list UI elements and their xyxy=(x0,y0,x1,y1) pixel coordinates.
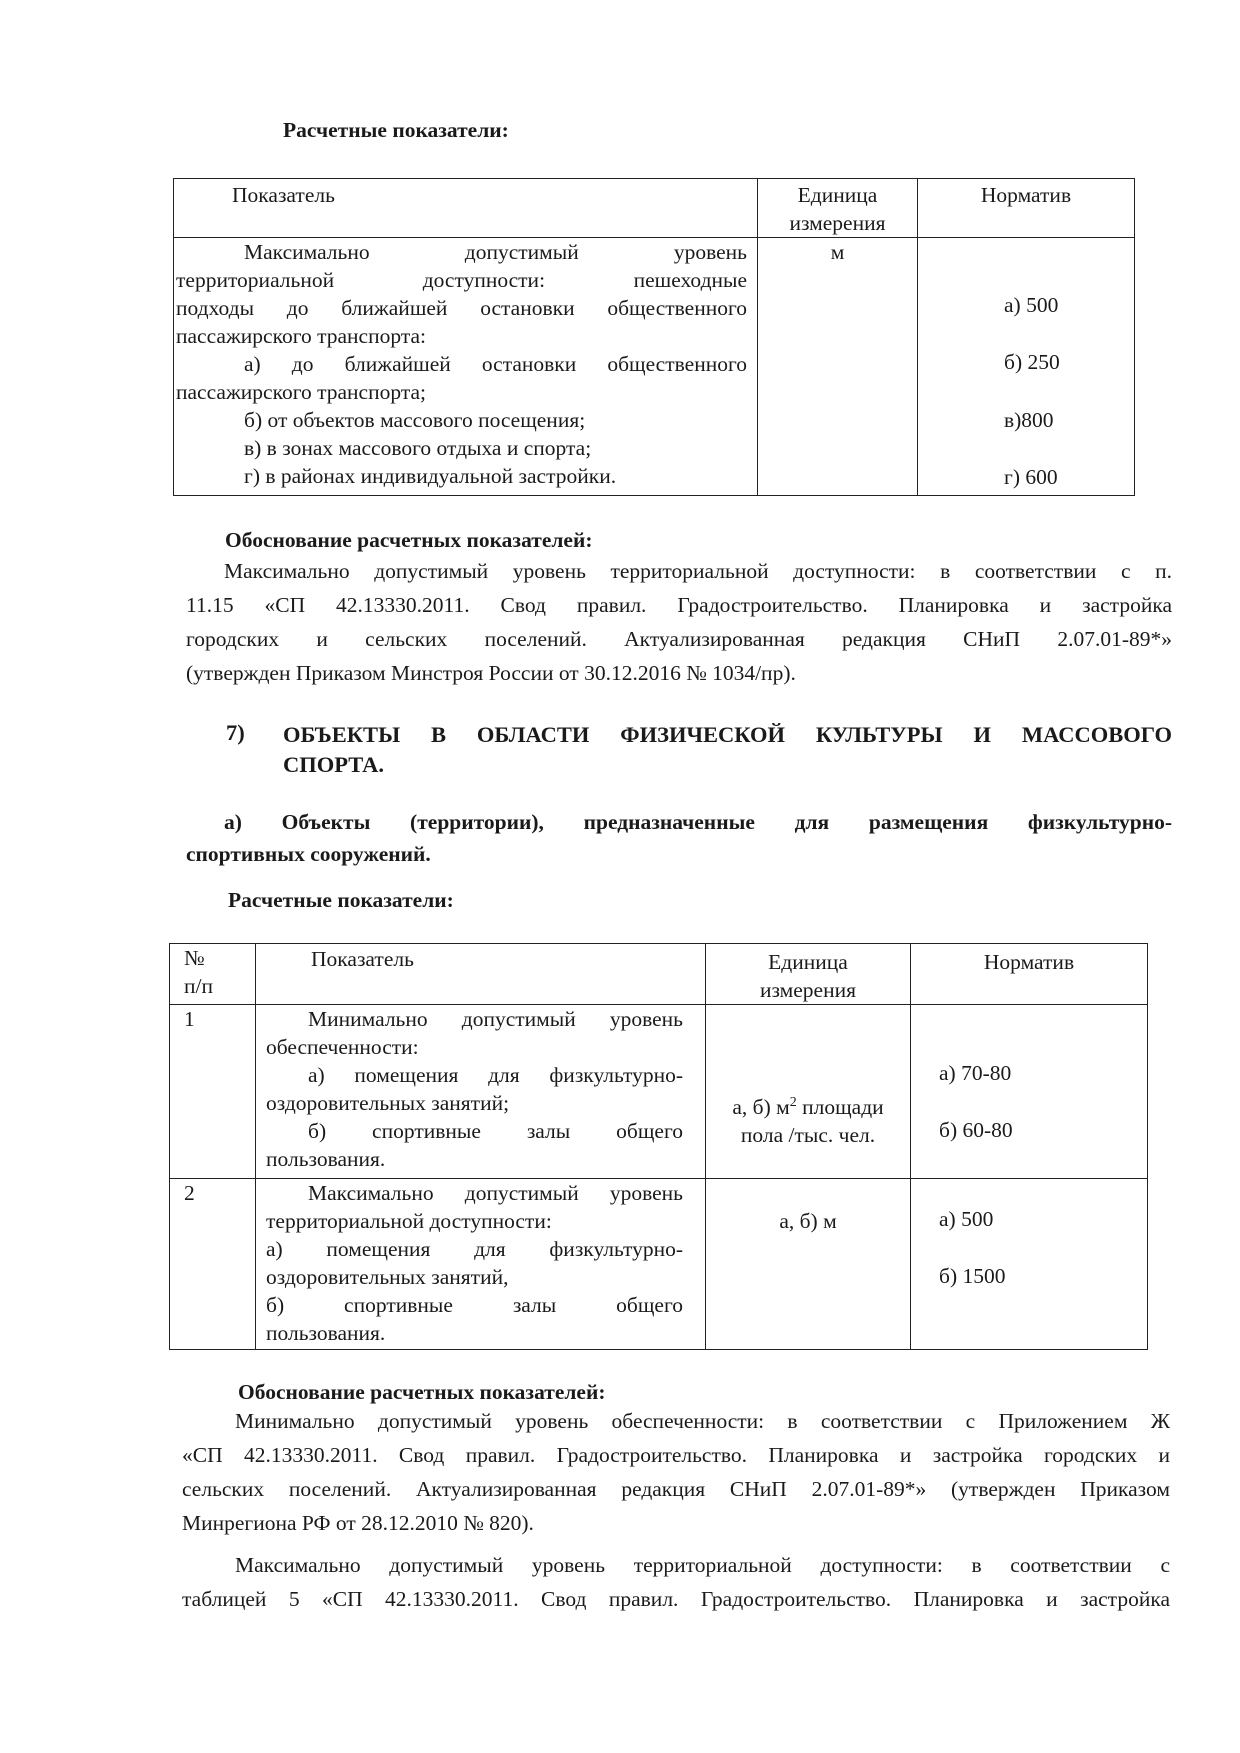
unit-cell: м xyxy=(758,238,918,496)
indicators-table-2 xyxy=(169,943,1148,1350)
norm-cell: а) 500 б) 1500 xyxy=(911,1179,1148,1350)
row-number: 2 xyxy=(170,1179,256,1350)
indicators-heading: Расчетные показатели: xyxy=(283,118,509,142)
justification-title-1: Обоснование расчетных показателей: xyxy=(225,528,593,552)
unit-cell: а, б) м xyxy=(706,1179,911,1350)
header-norm: Норматив xyxy=(911,944,1148,1005)
table-row: Минимально допустимый уровень обеспеченности: а) помещения для физкультурно- оздоровительных занятий; б) спортивные залы общего пользования. xyxy=(256,1005,706,1179)
row-number: 1 xyxy=(170,1005,256,1179)
header-indicator: Показатель xyxy=(174,179,758,238)
section-number: 7) xyxy=(226,720,245,745)
section-title: ОБЪЕКТЫ В ОБЛАСТИ ФИЗИЧЕСКОЙ КУЛЬТУРЫ И МАССОВОГО СПОРТА. xyxy=(283,722,1172,777)
header-unit: Единица измерения xyxy=(758,179,918,238)
table-row: Максимально допустимый уровень территориальной доступности: пешеходные подходы до ближайшей остановки общественного пассажирского транспорта: а) до ближайшей остановки общественного пассажирского транспорта; б) от объектов массового посещения; в) в зонах массового отдыха и спорта; г) в районах индивидуальной застройки. xyxy=(174,238,758,496)
header-unit: Единица измерения xyxy=(706,944,911,1005)
norm-cell: а) 500 б) 250 в)800 г) 600 xyxy=(918,238,1135,496)
unit-cell: а, б) $м^2$ площади пола /тыс. чел. xyxy=(706,1005,911,1179)
header-norm: Норматив xyxy=(918,179,1135,238)
indicators-table-1 xyxy=(173,178,1135,496)
table-row: Максимально допустимый уровень территориальной доступности: а) помещения для физкультурно- оздоровительных занятий, б) спортивные залы общего пользования. xyxy=(256,1179,706,1350)
header-indicator: Показатель xyxy=(256,944,706,1005)
subsection-heading: а) Объекты (территории), предназначенные для размещения физкультурно- спортивных сооружений. xyxy=(186,810,1172,866)
justification-text-1: Максимально допустимый уровень территориальной доступности: в соответствии с п. 11.15 «СП 42.13330.2011. Свод правил. Градостроительство. Планировка и застройка городских и сельских поселений. Актуализированная редакция СНиП 2.07.01-89*» (утвержден Приказом Минстроя России от 30.12.2016 № 1034/пр). xyxy=(186,559,1172,685)
indicators-heading: Расчетные показатели: xyxy=(228,888,454,912)
norm-cell: а) 70-80 б) 60-80 xyxy=(911,1005,1148,1179)
header-num: № п/п xyxy=(170,944,256,1005)
justification-title-2: Обоснование расчетных показателей: xyxy=(238,1380,606,1404)
justification-text-2: Минимально допустимый уровень обеспеченности: в соответствии с Приложением Ж «СП 42.13330.2011. Свод правил. Градостроительство. Планировка и застройка городских и сельских поселений. Актуализированная редакция СНиП 2.07.01-89*» (утвержден Приказом Минрегиона РФ от 28.12.2010 № 820). Максимально допустимый уровень территориальной доступности: в соответствии с таблицей 5 «СП 42.13330.2011. Свод правил. Градостроительство. Планировка и застройка xyxy=(182,1409,1170,1611)
